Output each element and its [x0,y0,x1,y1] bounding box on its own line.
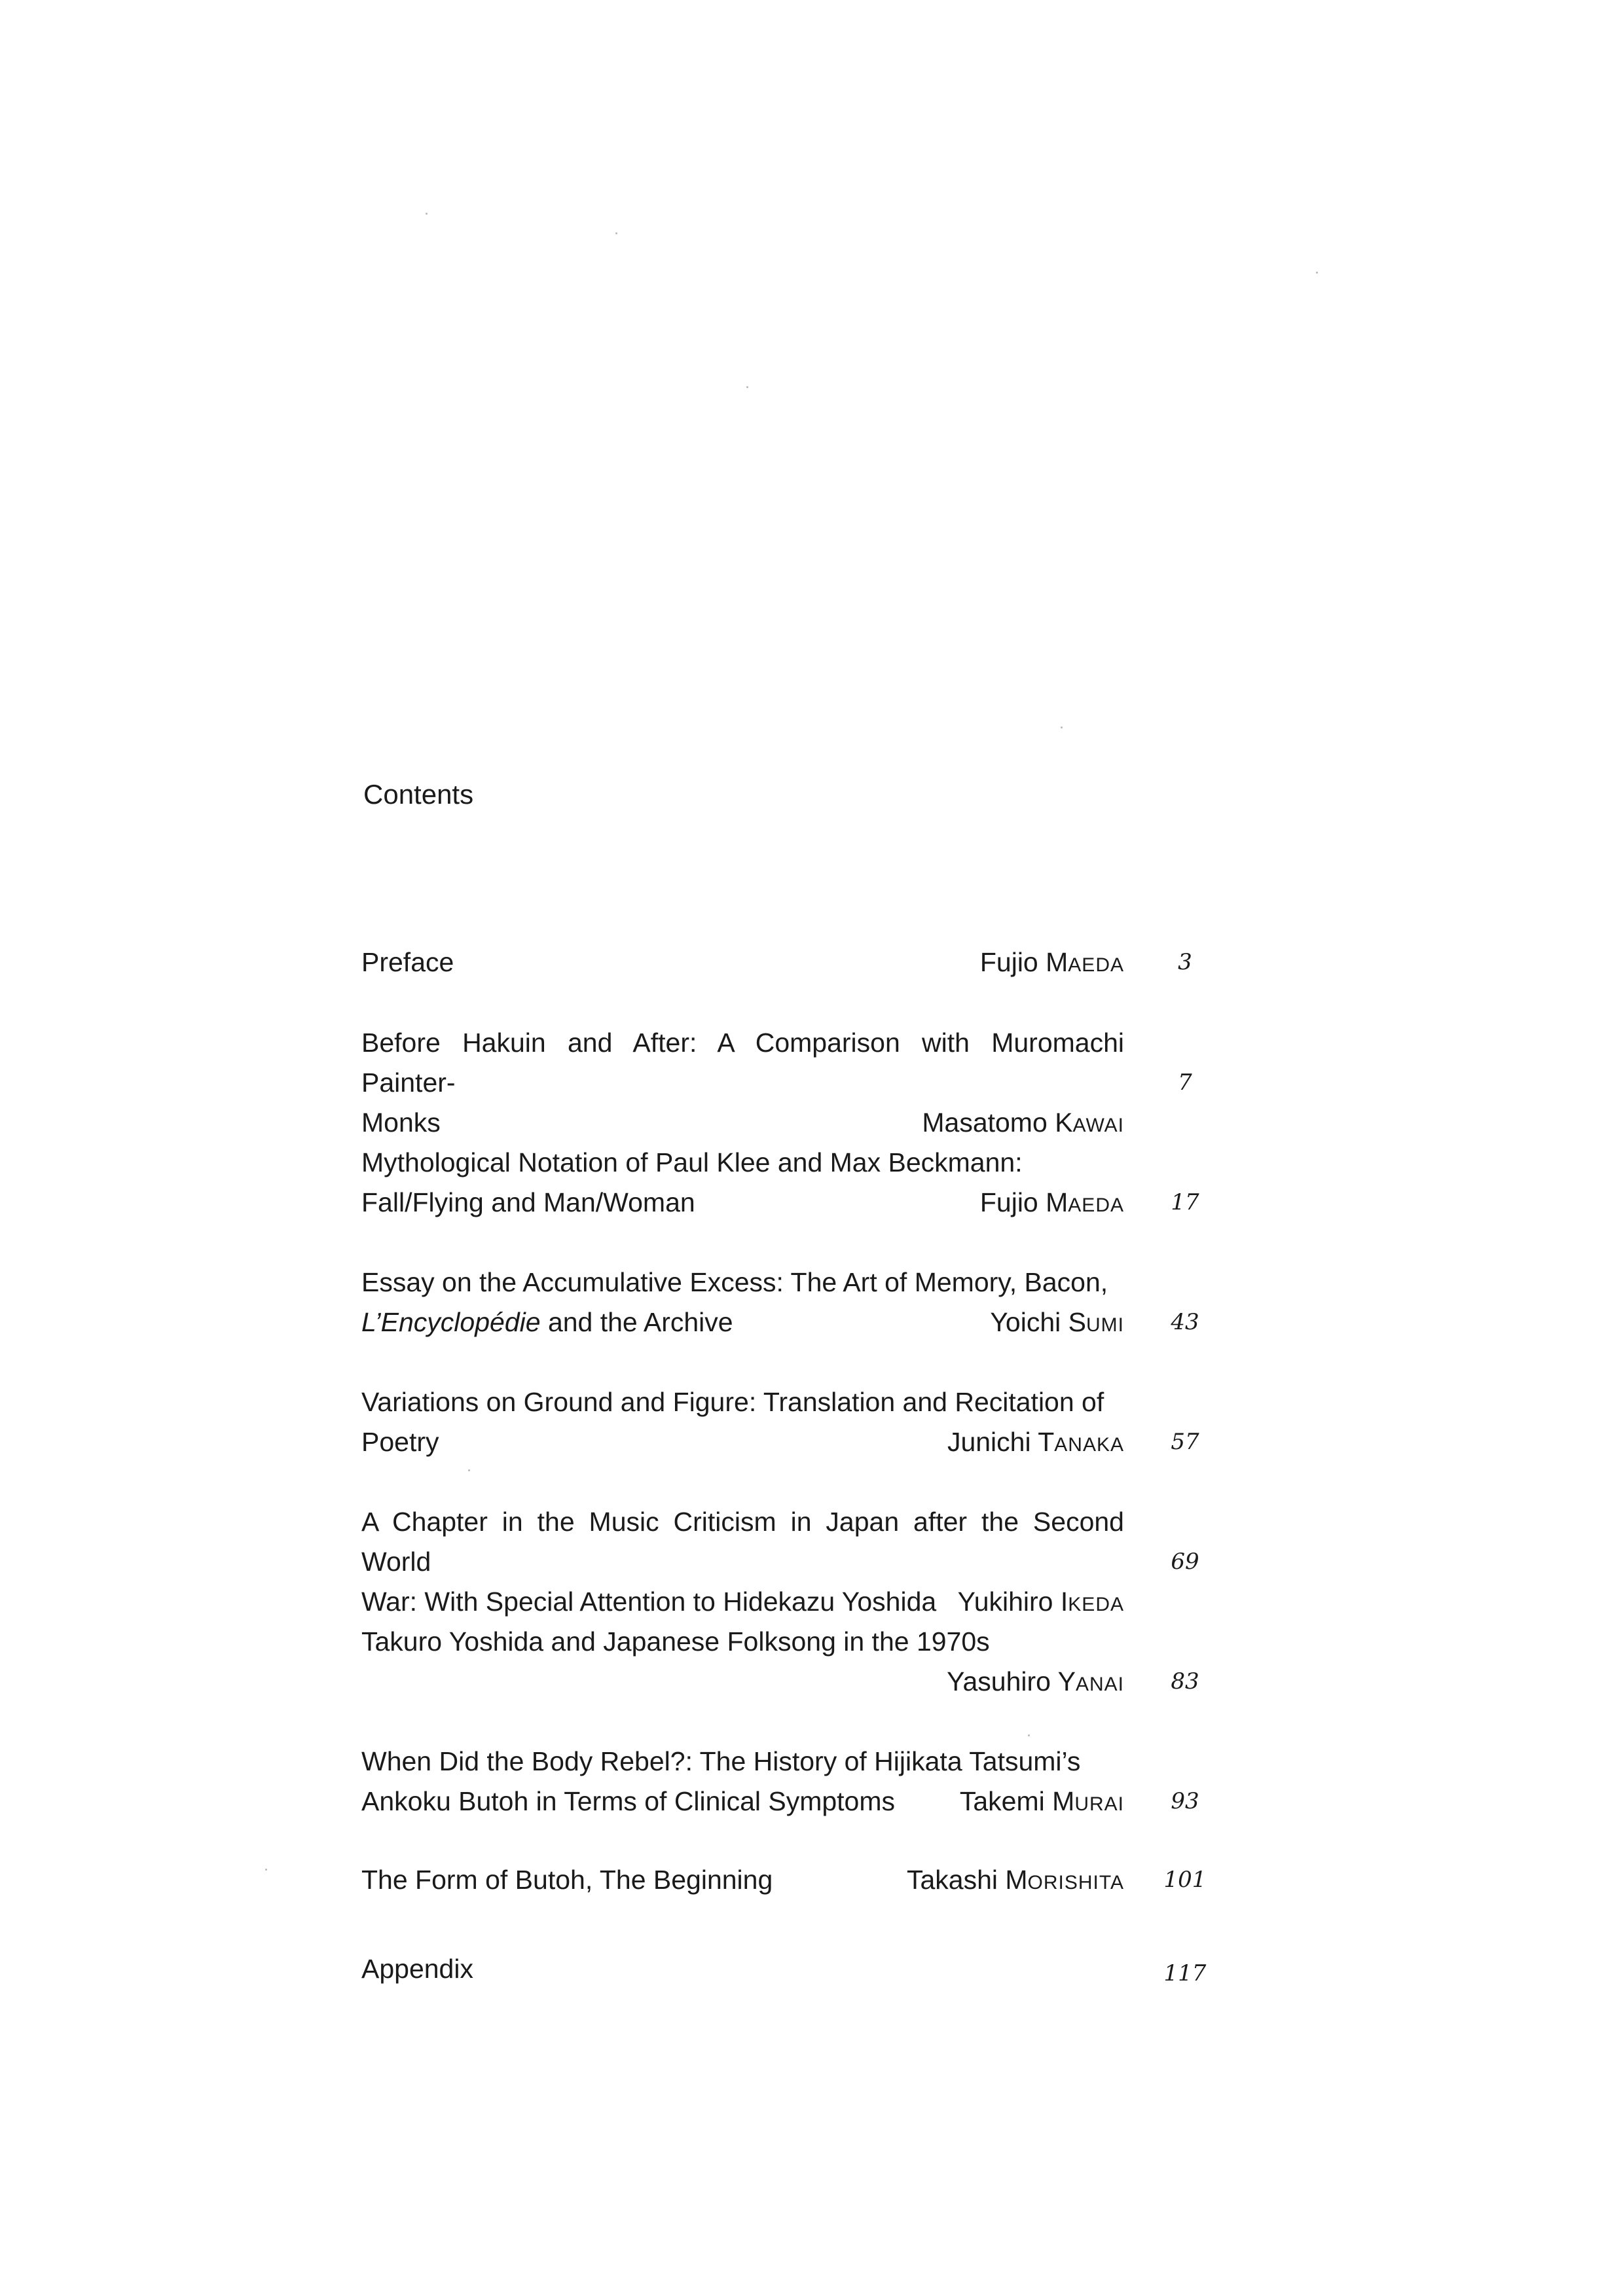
entry-page-number: 83 [1171,1668,1199,1695]
entry-title-line: Before Hakuin and After: A Comparison with Muromachi Painter- [361,1028,1124,1098]
entry-title-line: Poetry [361,1427,439,1457]
entry-title-line: Ankoku Butoh in Terms of Clinical Symptoms [361,1786,896,1816]
entry-author: Junichi TANAKA [947,1427,1124,1457]
entry-author: Takashi MORISHITA [906,1865,1124,1895]
contents-heading: Contents [363,779,474,810]
entry-title: Preface [361,947,454,977]
entry-author: Takemi MURAI [959,1786,1124,1816]
entry-title-line: A Chapter in the Music Criticism in Japan after the Second World [361,1507,1124,1577]
entry-title: The Form of Butoh, The Beginning [361,1865,773,1895]
entry-page-number: 7 [1178,1069,1192,1096]
entry-author: Fujio MAEDA [979,947,1124,977]
entry-page-number: 69 [1171,1549,1199,1575]
entry-title-line: Fall/Flying and Man/Woman [361,1187,695,1217]
entry-title-line: Takuro Yoshida and Japanese Folksong in the 1970s [361,1626,990,1657]
toc-entry-ground-and-figure[interactable] [361,1382,1124,1465]
toc-entry-appendix[interactable]: Appendix [361,1954,473,1984]
entry-page-number: 57 [1171,1429,1199,1455]
entry-title-line: War: With Special Attention to Hidekazu Yoshida [361,1587,937,1617]
toc-entry-klee-beckmann[interactable] [361,1143,1124,1225]
entry-author: Yoichi SUMI [990,1307,1124,1337]
toc-entry-music-criticism[interactable] [361,1502,1124,1624]
entry-page-number: 101 [1163,1867,1207,1893]
entry-author: Fujio MAEDA [979,1187,1124,1217]
entry-author: Yasuhiro YANAI [947,1666,1124,1696]
entry-author: Yukihiro IKEDA [957,1587,1124,1617]
entry-author: Masatomo KAWAI [922,1107,1124,1138]
entry-page-number: 17 [1171,1189,1199,1215]
entry-page-number: 3 [1178,949,1192,975]
toc-entry-folksong[interactable] [361,1622,1124,1704]
entry-title-line: When Did the Body Rebel?: The History of Hijikata Tatsumi’s [361,1746,1081,1776]
toc-entry-form-of-butoh[interactable] [361,1860,1124,1903]
toc-entry-preface[interactable] [361,942,1124,985]
toc-entry-body-rebel[interactable] [361,1742,1124,1824]
entry-title-line: Variations on Ground and Figure: Translation and Recitation of [361,1387,1104,1417]
entry-page-number: 43 [1171,1309,1199,1335]
entry-title-line: Essay on the Accumulative Excess: The Art of Memory, Bacon, [361,1267,1108,1297]
entry-page-number: 93 [1171,1788,1199,1814]
entry-title-line: L’Encyclopédie and the Archive [361,1307,733,1337]
entry-title-line: Monks [361,1107,441,1138]
entry-title-line: Mythological Notation of Paul Klee and Max Beckmann: [361,1147,1023,1177]
toc-entry-hakuin[interactable] [361,1023,1124,1145]
toc-entry-accumulative-excess[interactable] [361,1263,1124,1345]
appendix-page-number: 117 [1163,1960,1207,1986]
